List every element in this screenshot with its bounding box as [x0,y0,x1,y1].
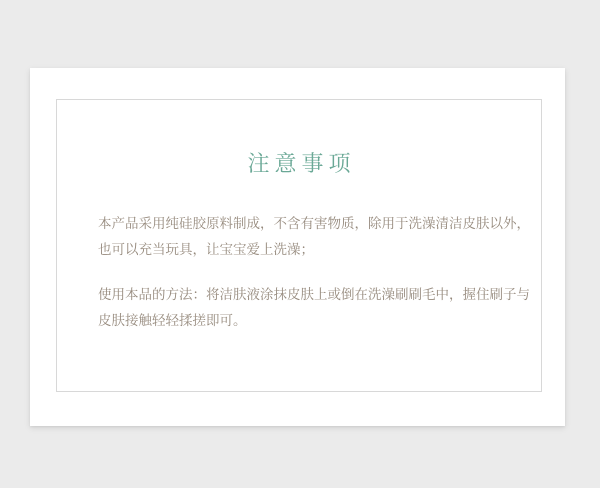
notice-title: 注意事项 [247,152,356,177]
notice-paragraph-materials: 本产品采用纯硅胶原料制成，不含有害物质，除用于洗澡清洁皮肤以外，也可以充当玩具，让宝宝爱上洗澡； [98,216,530,258]
notice-body [98,211,535,334]
notice-border-frame [56,99,542,392]
notice-paragraph-usage: 使用本品的方法：将洁肤液涂抹皮肤上或倒在洗澡刷刷毛中，握住刷子与皮肤接触轻轻揉搓即可。 [98,287,530,329]
notice-card [30,68,565,426]
